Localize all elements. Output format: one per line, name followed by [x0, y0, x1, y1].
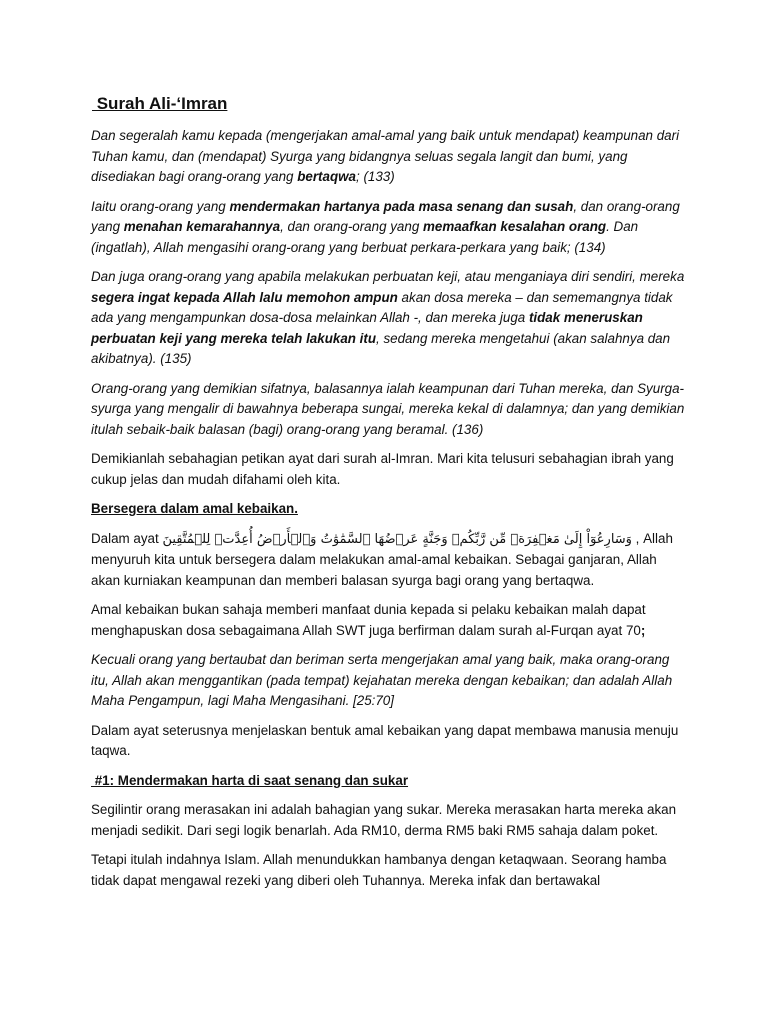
- tetapi-paragraph: Tetapi itulah indahnya Islam. Allah menundukkan hambanya dengan ketaqwaan. Seorang hamba tidak dapat mengawal rezeki yang diberi oleh Tuhannya. Mereka infak dan bertawakal: [91, 852, 667, 888]
- amal-kebaikan-paragraph: [91, 600, 686, 641]
- verse-text: Dan segeralah kamu kepada (mengerjakan amal-amal yang baik untuk mendapat) keampunan dari Tuhan kamu, dan (mendapat) Syurga yang bidangnya seluas segala langit dan bumi, yang disediakan bagi orang-orang yang: [91, 128, 680, 184]
- verse-emphasis: segera ingat kepada Allah lalu memohon ampun: [91, 289, 398, 305]
- verse-text: ; (133): [356, 169, 395, 184]
- paragraph-text: , Allah menyuruh kita untuk bersegera dalam melakukan amal-amal kebaikan. Sebagai ganjaran, Allah akan kurniakan keampunan dan memberi balasan syurga bagi orang yang bertaqwa.: [91, 530, 673, 588]
- verse-emphasis: bertaqwa: [297, 169, 357, 184]
- paragraph-emphasis: ;: [640, 622, 646, 638]
- verse-text: , sedang mereka mengetahui (akan salahnya dan akibatnya). (135): [91, 330, 671, 366]
- verse-133: [91, 126, 686, 188]
- verse-text: Dan juga orang-orang yang apabila melakukan perbuatan keji, atau menganiaya diri sendiri, mereka: [91, 269, 685, 284]
- verse-emphasis: memaafkan kesalahan orang: [423, 219, 607, 234]
- explanation-paragraph: Dalam ayat seterusnya menjelaskan bentuk amal kebaikan yang dapat membawa manusia menuju taqwa.: [91, 722, 679, 758]
- verse-text: , dan orang-orang yang: [280, 219, 423, 234]
- verse-text: Iaitu orang-orang yang: [91, 198, 230, 214]
- verse-25-70: Kecuali orang yang bertaubat dan beriman serta mengerjakan amal yang baik, maka orang-orang itu, Allah akan menggantikan (pada tempat) kejahatan mereka dengan kebaikan; dan adalah Allah Maha Pengampun, lagi Maha Mengasihani. [25:70]: [91, 652, 673, 708]
- page-title: Surah Ali-‘Imran: [92, 94, 228, 113]
- verse-136: Orang-orang yang demikian sifatnya, balasannya ialah keampunan dari Tuhan mereka, dan Syurga-syurga yang mengalir di bawahnya beberapa sungai, mereka kekal di dalamnya; dan yang demikian itulah sebaik-baik balasan (bagi) orang-orang yang beramal. (136): [91, 380, 685, 437]
- intro-paragraph: Demikianlah sebahagian petikan ayat dari surah al-Imran. Mari kita telusuri sebahagian ibrah yang cukup jelas dan mudah difahami oleh kita.: [91, 451, 674, 487]
- section-heading-bersegera: Bersegera dalam amal kebaikan.: [91, 501, 298, 516]
- segilintir-paragraph: Segilintir orang merasakan ini adalah bahagian yang sukar. Mereka merasakan harta mereka akan menjadi sedikit. Dari segi logik benarlah. Ada RM10, derma RM5 baki RM5 sahaja dalam poket.: [91, 802, 677, 838]
- verse-134: [91, 197, 686, 259]
- arabic-verse: وَسَارِعُوٓاْ إِلَىٰ مَغۡفِرَةٖ مِّن رَّبِّكُمۡ وَجَنَّةٍ عَرۡضُهَا ٱلسَّمَٰوَٰتُ وَٱلۡأَرۡضُ أُعِدَّتۡ لِلۡمُتَّقِينَ: [162, 531, 632, 547]
- verse-135: [91, 267, 686, 370]
- arabic-verse-paragraph: [91, 529, 686, 592]
- verse-emphasis: mendermakan hartanya pada masa senang dan susah: [229, 198, 574, 214]
- paragraph-text: Amal kebaikan bukan sahaja memberi manfaat dunia kepada si pelaku kebaikan malah dapat menghapuskan dosa sebagaimana Allah SWT juga berfirman dalam surah al-Furqan ayat 70: [91, 602, 646, 638]
- verse-emphasis: menahan kemarahannya: [123, 219, 281, 234]
- verse-text: , dan orang-orang yang: [91, 198, 680, 234]
- verse-emphasis: tidak meneruskan perbuatan keji yang mereka telah lakukan itu: [91, 310, 643, 346]
- paragraph-text: Dalam ayat: [91, 530, 163, 546]
- document-body: [91, 94, 686, 900]
- verse-text: akan dosa mereka – dan sememangnya tidak ada yang mengampunkan dosa-dosa melainkan Allah -, dan mereka juga: [91, 289, 673, 325]
- verse-text: . Dan (ingatlah), Allah mengasihi orang-orang yang berbuat perkara-perkara yang baik; (134): [91, 219, 639, 255]
- section-heading-mendermakan: #1: Mendermakan harta di saat senang dan sukar: [91, 772, 409, 788]
